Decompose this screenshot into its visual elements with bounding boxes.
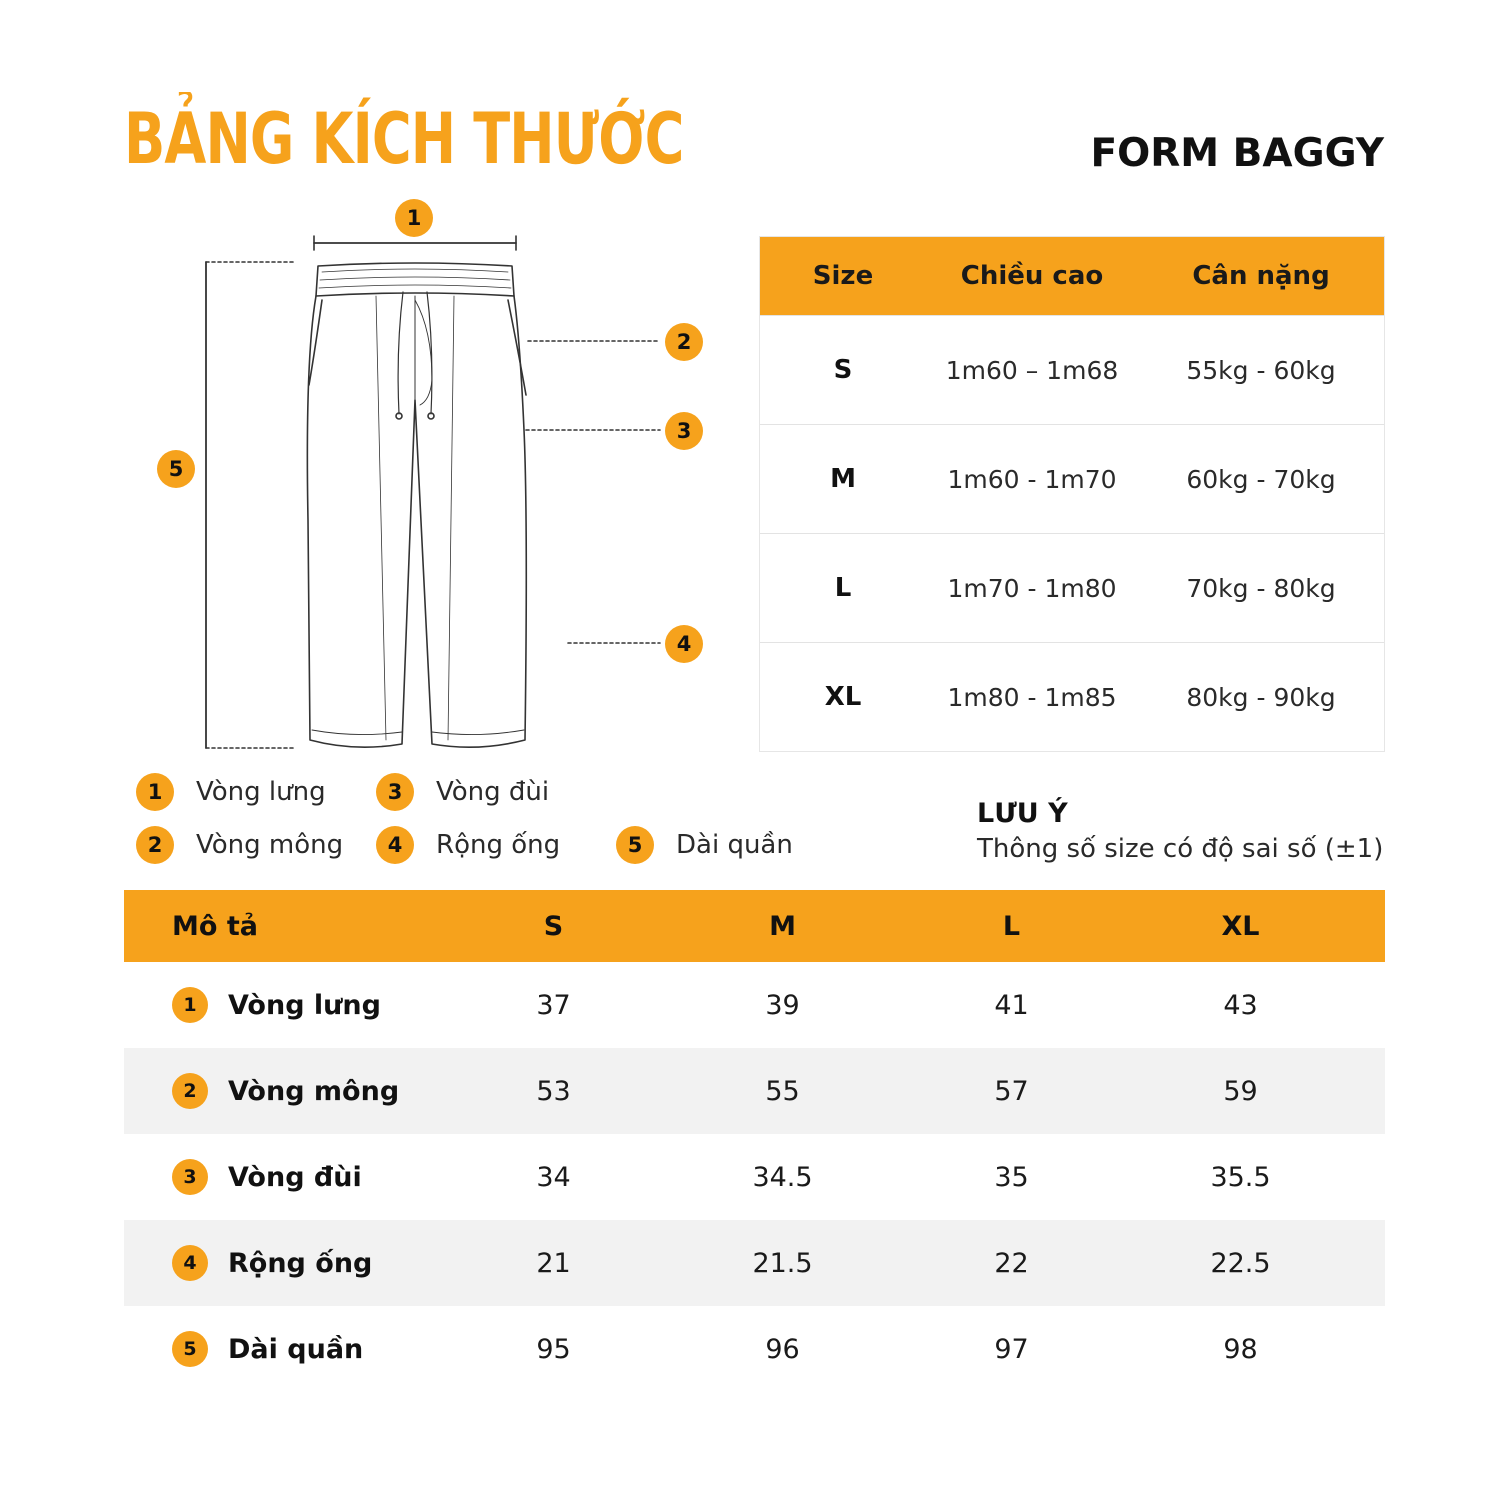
- measurement-table-header: [124, 890, 1385, 962]
- row-badge: 1: [172, 987, 208, 1023]
- row-badge: 3: [172, 1159, 208, 1195]
- legend-badge: 1: [136, 773, 174, 811]
- legend-label: Vòng đùi: [436, 777, 550, 807]
- row-label: Vòng đùi: [228, 1161, 362, 1193]
- header-description: Mô tả: [172, 910, 258, 942]
- size-row: [760, 533, 1384, 642]
- value-cell: 97: [994, 1333, 1029, 1365]
- row-description: [124, 1245, 439, 1281]
- value-cell: 21: [536, 1247, 571, 1279]
- legend-label: Vòng lưng: [196, 777, 326, 807]
- header-weight: Cân nặng: [1192, 261, 1330, 291]
- table-row: [124, 1306, 1385, 1392]
- diagram-badge-1: 1: [395, 199, 433, 237]
- legend-badge: 3: [376, 773, 414, 811]
- value-cell: 95: [536, 1333, 571, 1365]
- row-label: Vòng lưng: [228, 989, 381, 1021]
- value-cell: 21.5: [752, 1247, 813, 1279]
- table-row: [124, 962, 1385, 1048]
- size-table: [759, 236, 1385, 752]
- legend-label: Vòng mông: [196, 830, 344, 860]
- legend-item: [136, 826, 343, 864]
- header-height: Chiều cao: [960, 261, 1104, 291]
- header-xl: XL: [1221, 910, 1260, 942]
- value-cell: 96: [765, 1333, 800, 1365]
- size-row: [760, 315, 1384, 424]
- weight-cell: 80kg - 90kg: [1186, 682, 1336, 712]
- header-l: L: [1002, 910, 1021, 942]
- value-cell: 53: [536, 1075, 571, 1107]
- weight-cell: 55kg - 60kg: [1186, 355, 1336, 385]
- value-cell: 59: [1223, 1075, 1258, 1107]
- legend-item: [376, 773, 549, 811]
- legend-item: [616, 826, 793, 864]
- legend-badge: 2: [136, 826, 174, 864]
- size-row: [760, 424, 1384, 533]
- size-row: [760, 642, 1384, 751]
- table-row: [124, 1220, 1385, 1306]
- legend-item: [376, 826, 560, 864]
- measurement-table: [124, 890, 1385, 1392]
- row-description: [124, 1331, 439, 1367]
- header-m: M: [769, 910, 796, 942]
- diagram-badge-5: 5: [157, 450, 195, 488]
- value-cell: 41: [994, 989, 1029, 1021]
- size-cell: S: [833, 355, 853, 385]
- value-cell: 34.5: [752, 1161, 813, 1193]
- table-row: [124, 1134, 1385, 1220]
- value-cell: 22: [994, 1247, 1029, 1279]
- table-row: [124, 1048, 1385, 1134]
- height-cell: 1m60 – 1m68: [945, 355, 1119, 385]
- row-description: [124, 1073, 439, 1109]
- note-title: LƯU Ý: [977, 798, 1068, 829]
- value-cell: 35: [994, 1161, 1029, 1193]
- value-cell: 34: [536, 1161, 571, 1193]
- weight-cell: 60kg - 70kg: [1186, 464, 1336, 494]
- diagram-badge-4: 4: [665, 625, 703, 663]
- value-cell: 57: [994, 1075, 1029, 1107]
- size-cell: M: [830, 464, 856, 494]
- legend-label: Dài quần: [676, 830, 793, 860]
- height-cell: 1m60 - 1m70: [947, 464, 1117, 494]
- row-description: [124, 1159, 439, 1195]
- row-badge: 2: [172, 1073, 208, 1109]
- row-badge: 5: [172, 1331, 208, 1367]
- value-cell: 39: [765, 989, 800, 1021]
- row-label: Rộng ống: [228, 1247, 373, 1279]
- height-cell: 1m70 - 1m80: [947, 573, 1117, 603]
- legend-badge: 5: [616, 826, 654, 864]
- form-label: FORM BAGGY: [1090, 131, 1384, 176]
- weight-cell: 70kg - 80kg: [1186, 573, 1336, 603]
- pants-diagram: [0, 0, 760, 760]
- value-cell: 35.5: [1210, 1161, 1271, 1193]
- diagram-badge-3: 3: [665, 412, 703, 450]
- value-cell: 98: [1223, 1333, 1258, 1365]
- row-label: Dài quần: [228, 1333, 364, 1365]
- row-label: Vòng mông: [228, 1075, 400, 1107]
- row-description: [124, 987, 439, 1023]
- value-cell: 37: [536, 989, 571, 1021]
- value-cell: 43: [1223, 989, 1258, 1021]
- row-badge: 4: [172, 1245, 208, 1281]
- value-cell: 55: [765, 1075, 800, 1107]
- size-table-header: [760, 237, 1384, 315]
- size-cell: L: [834, 573, 852, 603]
- header-size: Size: [812, 261, 874, 291]
- legend-item: [136, 773, 326, 811]
- height-cell: 1m80 - 1m85: [947, 682, 1117, 712]
- value-cell: 22.5: [1210, 1247, 1271, 1279]
- legend-label: Rộng ống: [436, 830, 561, 860]
- diagram-badge-2: 2: [665, 323, 703, 361]
- note-text: Thông số size có độ sai số (±1): [977, 834, 1384, 864]
- header-s: S: [543, 910, 564, 942]
- legend-badge: 4: [376, 826, 414, 864]
- size-cell: XL: [824, 682, 862, 712]
- page-title: BẢNG KÍCH THƯỚC: [124, 98, 684, 180]
